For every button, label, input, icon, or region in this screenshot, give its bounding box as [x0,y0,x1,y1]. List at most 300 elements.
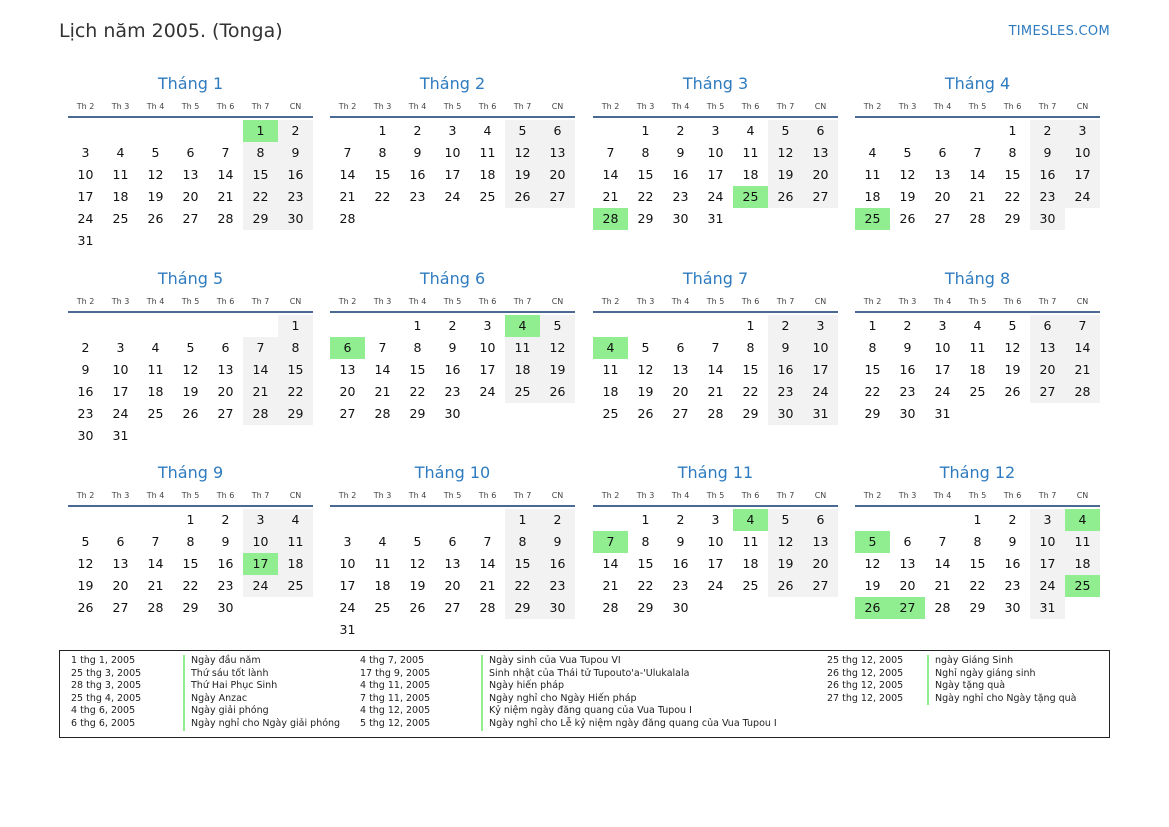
day-cell[interactable]: 17 [934,362,951,377]
day-cell[interactable]: 3 [711,512,720,527]
day-cell[interactable]: 21 [1065,359,1100,381]
day-cell[interactable]: 23 [444,384,461,399]
day-cell[interactable]: 16 [1004,556,1021,571]
holiday-cell[interactable]: 17 [243,553,278,575]
day-cell[interactable]: 31 [1030,597,1065,619]
holiday-cell[interactable]: 4 [733,509,768,531]
day-cell[interactable]: 12 [77,556,94,571]
day-cell[interactable]: 21 [479,578,496,593]
day-cell[interactable]: 12 [182,362,199,377]
day-cell[interactable]: 12 [1004,340,1021,355]
day-cell[interactable]: 27 [217,406,234,421]
day-cell[interactable]: 22 [637,189,654,204]
day-cell[interactable]: 16 [540,553,575,575]
day-cell[interactable]: 21 [707,384,724,399]
holiday-cell[interactable]: 4 [505,315,540,337]
day-cell[interactable]: 7 [343,145,352,160]
day-cell[interactable]: 29 [864,406,881,421]
day-cell[interactable]: 11 [147,362,164,377]
day-cell[interactable]: 22 [374,189,391,204]
day-cell[interactable]: 10 [339,556,356,571]
day-cell[interactable]: 8 [378,145,387,160]
day-cell[interactable]: 17 [112,384,129,399]
day-cell[interactable]: 2 [903,318,912,333]
day-cell[interactable]: 23 [217,578,234,593]
day-cell[interactable]: 18 [602,384,619,399]
day-cell[interactable]: 9 [768,337,803,359]
day-cell[interactable]: 14 [339,167,356,182]
day-cell[interactable]: 12 [147,167,164,182]
day-cell[interactable]: 9 [676,534,685,549]
day-cell[interactable]: 16 [278,164,313,186]
day-cell[interactable]: 9 [448,340,457,355]
holiday-cell[interactable]: 6 [330,337,365,359]
day-cell[interactable]: 11 [742,534,759,549]
day-cell[interactable]: 31 [112,428,129,443]
day-cell[interactable]: 13 [803,531,838,553]
day-cell[interactable]: 28 [602,600,619,615]
day-cell[interactable]: 20 [217,384,234,399]
day-cell[interactable]: 29 [409,406,426,421]
day-cell[interactable]: 15 [637,167,654,182]
day-cell[interactable]: 15 [637,556,654,571]
day-cell[interactable]: 8 [243,142,278,164]
day-cell[interactable]: 21 [934,578,951,593]
day-cell[interactable]: 15 [278,359,313,381]
day-cell[interactable]: 14 [969,167,986,182]
day-cell[interactable]: 3 [483,318,492,333]
day-cell[interactable]: 1 [641,512,650,527]
day-cell[interactable]: 23 [1004,578,1021,593]
day-cell[interactable]: 17 [803,359,838,381]
day-cell[interactable]: 17 [444,167,461,182]
day-cell[interactable]: 9 [903,340,912,355]
day-cell[interactable]: 19 [505,164,540,186]
day-cell[interactable]: 25 [147,406,164,421]
day-cell[interactable]: 28 [243,403,278,425]
day-cell[interactable]: 24 [77,211,94,226]
day-cell[interactable]: 14 [934,556,951,571]
day-cell[interactable]: 13 [899,556,916,571]
day-cell[interactable]: 25 [505,381,540,403]
day-cell[interactable]: 5 [768,120,803,142]
day-cell[interactable]: 26 [409,600,426,615]
day-cell[interactable]: 6 [116,534,125,549]
day-cell[interactable]: 13 [934,167,951,182]
day-cell[interactable]: 17 [77,189,94,204]
day-cell[interactable]: 2 [278,120,313,142]
day-cell[interactable]: 12 [540,337,575,359]
day-cell[interactable]: 3 [81,145,90,160]
day-cell[interactable]: 3 [1030,509,1065,531]
day-cell[interactable]: 24 [934,384,951,399]
day-cell[interactable]: 30 [672,600,689,615]
day-cell[interactable]: 27 [112,600,129,615]
day-cell[interactable]: 13 [339,362,356,377]
day-cell[interactable]: 12 [899,167,916,182]
day-cell[interactable]: 5 [1008,318,1017,333]
day-cell[interactable]: 2 [676,123,685,138]
day-cell[interactable]: 21 [147,578,164,593]
day-cell[interactable]: 19 [182,384,199,399]
day-cell[interactable]: 6 [1030,315,1065,337]
day-cell[interactable]: 7 [243,337,278,359]
day-cell[interactable]: 5 [540,315,575,337]
day-cell[interactable]: 3 [711,123,720,138]
day-cell[interactable]: 24 [707,189,724,204]
day-cell[interactable]: 13 [672,362,689,377]
day-cell[interactable]: 24 [1030,575,1065,597]
day-cell[interactable]: 30 [217,600,234,615]
day-cell[interactable]: 13 [444,556,461,571]
day-cell[interactable]: 7 [483,534,492,549]
day-cell[interactable]: 22 [742,384,759,399]
day-cell[interactable]: 5 [768,509,803,531]
day-cell[interactable]: 2 [768,315,803,337]
day-cell[interactable]: 14 [479,556,496,571]
holiday-cell[interactable]: 4 [1065,509,1100,531]
day-cell[interactable]: 30 [77,428,94,443]
day-cell[interactable]: 11 [1065,531,1100,553]
day-cell[interactable]: 9 [221,534,230,549]
day-cell[interactable]: 29 [637,211,654,226]
day-cell[interactable]: 21 [602,189,619,204]
day-cell[interactable]: 19 [899,189,916,204]
day-cell[interactable]: 19 [147,189,164,204]
day-cell[interactable]: 23 [899,384,916,399]
day-cell[interactable]: 29 [1004,211,1021,226]
day-cell[interactable]: 20 [339,384,356,399]
day-cell[interactable]: 4 [378,534,387,549]
day-cell[interactable]: 26 [182,406,199,421]
day-cell[interactable]: 30 [1030,208,1065,230]
holiday-cell[interactable]: 27 [890,597,925,619]
day-cell[interactable]: 29 [637,600,654,615]
day-cell[interactable]: 27 [182,211,199,226]
day-cell[interactable]: 24 [479,384,496,399]
day-cell[interactable]: 21 [339,189,356,204]
day-cell[interactable]: 7 [711,340,720,355]
day-cell[interactable]: 21 [243,381,278,403]
day-cell[interactable]: 29 [969,600,986,615]
day-cell[interactable]: 19 [768,553,803,575]
day-cell[interactable]: 24 [243,575,278,597]
day-cell[interactable]: 29 [243,208,278,230]
day-cell[interactable]: 10 [77,167,94,182]
day-cell[interactable]: 16 [672,556,689,571]
day-cell[interactable]: 7 [1065,315,1100,337]
day-cell[interactable]: 1 [378,123,387,138]
day-cell[interactable]: 6 [903,534,912,549]
day-cell[interactable]: 16 [768,359,803,381]
day-cell[interactable]: 20 [182,189,199,204]
day-cell[interactable]: 17 [1065,164,1100,186]
day-cell[interactable]: 19 [1004,362,1021,377]
day-cell[interactable]: 28 [934,600,951,615]
day-cell[interactable]: 16 [899,362,916,377]
day-cell[interactable]: 25 [278,575,313,597]
holiday-cell[interactable]: 7 [593,531,628,553]
day-cell[interactable]: 15 [742,362,759,377]
day-cell[interactable]: 1 [1008,123,1017,138]
day-cell[interactable]: 13 [217,362,234,377]
day-cell[interactable]: 3 [448,123,457,138]
day-cell[interactable]: 24 [339,600,356,615]
day-cell[interactable]: 23 [768,381,803,403]
day-cell[interactable]: 20 [444,578,461,593]
day-cell[interactable]: 25 [112,211,129,226]
day-cell[interactable]: 12 [637,362,654,377]
day-cell[interactable]: 22 [505,575,540,597]
day-cell[interactable]: 11 [864,167,881,182]
day-cell[interactable]: 5 [505,120,540,142]
day-cell[interactable]: 16 [409,167,426,182]
day-cell[interactable]: 10 [1065,142,1100,164]
day-cell[interactable]: 8 [186,534,195,549]
day-cell[interactable]: 4 [973,318,982,333]
day-cell[interactable]: 10 [444,145,461,160]
day-cell[interactable]: 31 [934,406,951,421]
day-cell[interactable]: 22 [182,578,199,593]
day-cell[interactable]: 5 [151,145,160,160]
day-cell[interactable]: 6 [540,120,575,142]
day-cell[interactable]: 26 [1004,384,1021,399]
day-cell[interactable]: 31 [77,233,94,248]
day-cell[interactable]: 2 [221,512,230,527]
day-cell[interactable]: 10 [112,362,129,377]
day-cell[interactable]: 26 [768,575,803,597]
day-cell[interactable]: 4 [868,145,877,160]
day-cell[interactable]: 19 [409,578,426,593]
day-cell[interactable]: 15 [374,167,391,182]
day-cell[interactable]: 13 [112,556,129,571]
day-cell[interactable]: 3 [938,318,947,333]
day-cell[interactable]: 8 [641,534,650,549]
day-cell[interactable]: 24 [112,406,129,421]
holiday-cell[interactable]: 4 [593,337,628,359]
day-cell[interactable]: 2 [448,318,457,333]
day-cell[interactable]: 5 [413,534,422,549]
day-cell[interactable]: 27 [339,406,356,421]
day-cell[interactable]: 29 [278,403,313,425]
day-cell[interactable]: 30 [899,406,916,421]
day-cell[interactable]: 8 [413,340,422,355]
day-cell[interactable]: 6 [448,534,457,549]
day-cell[interactable]: 17 [339,578,356,593]
day-cell[interactable]: 17 [479,362,496,377]
day-cell[interactable]: 24 [1065,186,1100,208]
day-cell[interactable]: 22 [278,381,313,403]
day-cell[interactable]: 21 [374,384,391,399]
day-cell[interactable]: 8 [278,337,313,359]
holiday-cell[interactable]: 25 [733,186,768,208]
day-cell[interactable]: 3 [116,340,125,355]
holiday-cell[interactable]: 25 [1065,575,1100,597]
day-cell[interactable]: 11 [374,556,391,571]
day-cell[interactable]: 9 [413,145,422,160]
day-cell[interactable]: 18 [479,167,496,182]
day-cell[interactable]: 6 [186,145,195,160]
day-cell[interactable]: 26 [899,211,916,226]
day-cell[interactable]: 18 [1065,553,1100,575]
day-cell[interactable]: 24 [444,189,461,204]
day-cell[interactable]: 18 [864,189,881,204]
day-cell[interactable]: 25 [742,578,759,593]
day-cell[interactable]: 1 [746,318,755,333]
day-cell[interactable]: 4 [483,123,492,138]
day-cell[interactable]: 29 [742,406,759,421]
day-cell[interactable]: 3 [1065,120,1100,142]
day-cell[interactable]: 30 [278,208,313,230]
day-cell[interactable]: 8 [973,534,982,549]
day-cell[interactable]: 20 [540,164,575,186]
day-cell[interactable]: 23 [1030,186,1065,208]
day-cell[interactable]: 14 [1065,337,1100,359]
day-cell[interactable]: 15 [409,362,426,377]
day-cell[interactable]: 21 [602,578,619,593]
day-cell[interactable]: 22 [243,186,278,208]
day-cell[interactable]: 27 [1030,381,1065,403]
day-cell[interactable]: 18 [374,578,391,593]
day-cell[interactable]: 28 [147,600,164,615]
day-cell[interactable]: 13 [1030,337,1065,359]
day-cell[interactable]: 13 [803,142,838,164]
day-cell[interactable]: 7 [938,534,947,549]
day-cell[interactable]: 6 [221,340,230,355]
day-cell[interactable]: 23 [77,406,94,421]
day-cell[interactable]: 9 [1008,534,1017,549]
day-cell[interactable]: 2 [413,123,422,138]
day-cell[interactable]: 28 [217,211,234,226]
day-cell[interactable]: 28 [374,406,391,421]
day-cell[interactable]: 10 [243,531,278,553]
day-cell[interactable]: 17 [707,556,724,571]
day-cell[interactable]: 20 [112,578,129,593]
day-cell[interactable]: 12 [864,556,881,571]
day-cell[interactable]: 11 [505,337,540,359]
day-cell[interactable]: 30 [540,597,575,619]
day-cell[interactable]: 15 [864,362,881,377]
day-cell[interactable]: 23 [409,189,426,204]
day-cell[interactable]: 3 [343,534,352,549]
day-cell[interactable]: 1 [413,318,422,333]
day-cell[interactable]: 1 [278,315,313,337]
site-logo[interactable]: TIMESLES.COM [1008,24,1110,39]
day-cell[interactable]: 8 [1008,145,1017,160]
day-cell[interactable]: 17 [707,167,724,182]
day-cell[interactable]: 23 [672,578,689,593]
day-cell[interactable]: 21 [217,189,234,204]
day-cell[interactable]: 23 [278,186,313,208]
day-cell[interactable]: 5 [81,534,90,549]
day-cell[interactable]: 16 [1030,164,1065,186]
day-cell[interactable]: 31 [803,403,838,425]
day-cell[interactable]: 10 [1030,531,1065,553]
day-cell[interactable]: 9 [81,362,90,377]
day-cell[interactable]: 27 [803,186,838,208]
day-cell[interactable]: 27 [934,211,951,226]
day-cell[interactable]: 12 [409,556,426,571]
day-cell[interactable]: 18 [969,362,986,377]
day-cell[interactable]: 7 [378,340,387,355]
day-cell[interactable]: 9 [540,531,575,553]
day-cell[interactable]: 23 [672,189,689,204]
day-cell[interactable]: 26 [77,600,94,615]
day-cell[interactable]: 22 [864,384,881,399]
day-cell[interactable]: 28 [1065,381,1100,403]
day-cell[interactable]: 12 [505,142,540,164]
day-cell[interactable]: 19 [540,359,575,381]
day-cell[interactable]: 6 [803,509,838,531]
day-cell[interactable]: 7 [151,534,160,549]
day-cell[interactable]: 1 [641,123,650,138]
day-cell[interactable]: 21 [969,189,986,204]
day-cell[interactable]: 16 [77,384,94,399]
day-cell[interactable]: 6 [676,340,685,355]
day-cell[interactable]: 9 [676,145,685,160]
day-cell[interactable]: 26 [768,186,803,208]
day-cell[interactable]: 18 [742,556,759,571]
day-cell[interactable]: 6 [803,120,838,142]
day-cell[interactable]: 30 [444,406,461,421]
day-cell[interactable]: 14 [602,167,619,182]
day-cell[interactable]: 19 [637,384,654,399]
day-cell[interactable]: 14 [374,362,391,377]
holiday-cell[interactable]: 5 [855,531,890,553]
day-cell[interactable]: 4 [116,145,125,160]
day-cell[interactable]: 20 [1030,359,1065,381]
day-cell[interactable]: 30 [1004,600,1021,615]
day-cell[interactable]: 2 [676,512,685,527]
day-cell[interactable]: 1 [505,509,540,531]
day-cell[interactable]: 28 [707,406,724,421]
day-cell[interactable]: 22 [409,384,426,399]
day-cell[interactable]: 2 [1030,120,1065,142]
day-cell[interactable]: 17 [1030,553,1065,575]
day-cell[interactable]: 10 [803,337,838,359]
day-cell[interactable]: 15 [182,556,199,571]
day-cell[interactable]: 19 [77,578,94,593]
day-cell[interactable]: 10 [479,340,496,355]
day-cell[interactable]: 9 [1030,142,1065,164]
day-cell[interactable]: 28 [969,211,986,226]
day-cell[interactable]: 10 [707,534,724,549]
day-cell[interactable]: 11 [112,167,129,182]
day-cell[interactable]: 13 [182,167,199,182]
day-cell[interactable]: 11 [278,531,313,553]
day-cell[interactable]: 28 [479,600,496,615]
day-cell[interactable]: 3 [243,509,278,531]
day-cell[interactable]: 26 [637,406,654,421]
day-cell[interactable]: 11 [742,145,759,160]
day-cell[interactable]: 8 [505,531,540,553]
day-cell[interactable]: 12 [768,142,803,164]
day-cell[interactable]: 14 [602,556,619,571]
day-cell[interactable]: 8 [868,340,877,355]
day-cell[interactable]: 7 [606,145,615,160]
day-cell[interactable]: 7 [973,145,982,160]
day-cell[interactable]: 10 [934,340,951,355]
day-cell[interactable]: 6 [938,145,947,160]
day-cell[interactable]: 18 [278,553,313,575]
day-cell[interactable]: 1 [186,512,195,527]
day-cell[interactable]: 20 [899,578,916,593]
day-cell[interactable]: 27 [540,186,575,208]
day-cell[interactable]: 19 [864,578,881,593]
day-cell[interactable]: 15 [969,556,986,571]
day-cell[interactable]: 14 [243,359,278,381]
day-cell[interactable]: 8 [641,145,650,160]
